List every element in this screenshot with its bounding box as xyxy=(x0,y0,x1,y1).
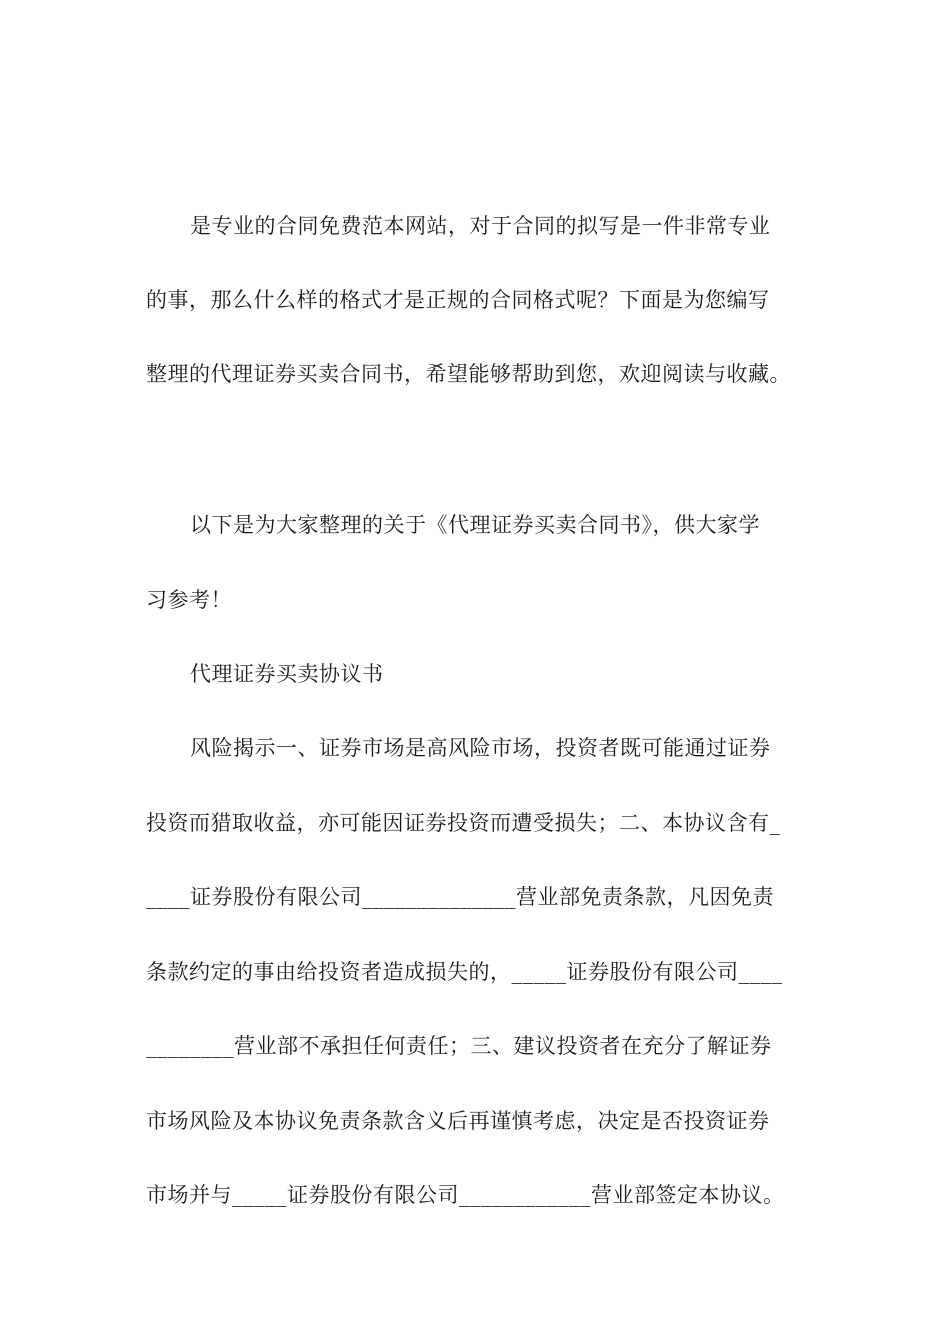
intro-paragraph-line: 整理的代理证券买卖合同书，希望能够帮助到您，欢迎阅读与收藏。 xyxy=(146,362,791,386)
risk-paragraph-line: 投资而猎取收益，亦可能因证券投资而遭受损失；二、本协议含有_ xyxy=(146,811,781,835)
risk-paragraph-line: ____证券股份有限公司______________营业部免责条款，凡因免责 xyxy=(146,885,774,909)
risk-paragraph-line: 条款约定的事由给投资者造成损失的，_____证券股份有限公司____ xyxy=(146,960,783,984)
intro-paragraph-line: 的事，那么什么样的格式才是正规的合同格式呢？下面是为您编写 xyxy=(146,288,770,312)
agreement-title: 代理证券买卖协议书 xyxy=(190,662,384,686)
risk-paragraph-line: 市场并与_____证券股份有限公司____________营业部签定本协议。 xyxy=(146,1183,785,1207)
reference-paragraph-line: 习参考！ xyxy=(146,588,232,612)
risk-paragraph-line: ________营业部不承担任何责任；三、建议投资者在充分了解证券 xyxy=(146,1034,772,1058)
intro-paragraph-line: 是专业的合同免费范本网站，对于合同的拟写是一件非常专业 xyxy=(190,214,771,238)
risk-paragraph-line: 风险揭示一、证券市场是高风险市场，投资者既可能通过证券 xyxy=(190,736,771,760)
risk-paragraph-line: 市场风险及本协议免责条款含义后再谨慎考虑，决定是否投资证券 xyxy=(146,1109,770,1133)
reference-paragraph-line: 以下是为大家整理的关于《代理证券买卖合同书》，供大家学 xyxy=(190,513,760,537)
